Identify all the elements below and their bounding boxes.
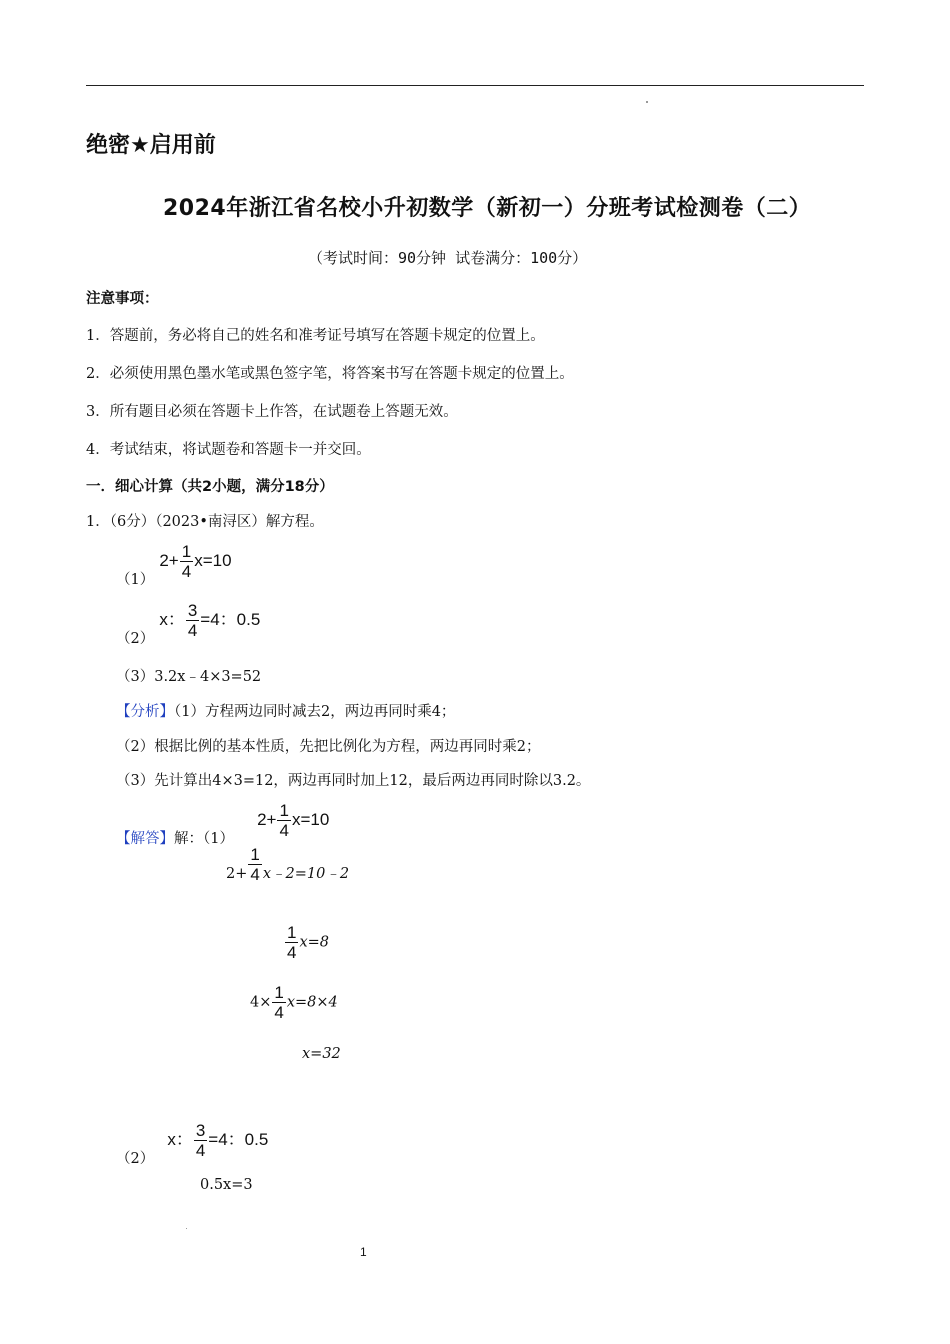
- fraction-numerator: 1: [250, 844, 260, 864]
- solution-text: 解：（1）: [174, 830, 234, 847]
- analysis-tag: 【分析】: [116, 704, 174, 720]
- equation: [167, 1121, 269, 1160]
- analysis-text: （1）方程两边同时减去2，两边再同时乘4；: [174, 704, 456, 720]
- solution-step: [284, 924, 329, 961]
- eq-text: x=10: [291, 809, 330, 829]
- fraction-denominator: 4: [250, 864, 260, 884]
- part-label: （2）: [116, 1150, 155, 1167]
- fraction-denominator: 4: [181, 562, 192, 581]
- fraction-denominator: 4: [287, 943, 297, 962]
- fraction-numerator: 1: [279, 801, 289, 820]
- analysis-line: （3）先计算出4×3=12，两边再同时加上12，最后两边再同时除以3.2。: [116, 773, 591, 789]
- fraction-denominator: 4: [279, 821, 289, 840]
- solution-intro: [116, 802, 329, 848]
- fraction-denominator: 4: [187, 621, 198, 640]
- fraction: [277, 802, 290, 839]
- question-part-2: [116, 602, 260, 648]
- eq-text: x=8×4: [286, 994, 338, 1011]
- fraction: [248, 846, 261, 883]
- eq-text: 4×: [250, 994, 272, 1011]
- solution-tag: 【解答】: [116, 830, 174, 847]
- notice-heading: 注意事项：: [86, 291, 159, 307]
- eq-text: 2+: [159, 550, 179, 570]
- fraction-numerator: 3: [187, 601, 198, 620]
- fraction-numerator: 1: [274, 983, 284, 1002]
- speck: [646, 101, 648, 103]
- eq-text: x：: [159, 609, 185, 629]
- fraction-denominator: 4: [274, 1003, 284, 1022]
- fraction: [285, 924, 298, 961]
- eq-text: 2+: [226, 866, 248, 882]
- fraction-numerator: 1: [181, 542, 192, 561]
- part-label: （2）: [116, 630, 155, 647]
- eq-text: =4：0.5: [208, 1129, 269, 1149]
- notice-item: 1．答题前，务必将自己的姓名和准考证号填写在答题卡规定的位置上。: [86, 328, 545, 344]
- eq-text: x：: [167, 1129, 193, 1149]
- equation: [159, 542, 232, 581]
- solution-step: [250, 984, 338, 1021]
- speck: [186, 1228, 187, 1229]
- solution-step: [226, 844, 350, 884]
- confidential-label: 绝密★启用前: [86, 133, 216, 158]
- solution-step: 0.5x=3: [200, 1177, 253, 1193]
- part-label: （1）: [116, 571, 155, 588]
- question-part-3: （3）3.2x﹣4×3=52: [116, 669, 262, 685]
- notice-item: 4．考试结束，将试题卷和答题卡一并交回。: [86, 442, 371, 458]
- fraction-denominator: 4: [195, 1141, 206, 1160]
- question-part-1: [116, 543, 232, 589]
- fraction: [194, 1122, 207, 1159]
- page-number: 1: [360, 1245, 367, 1259]
- notice-item: 2．必须使用黑色墨水笔或黑色签字笔，将答案书写在答题卡规定的位置上。: [86, 366, 574, 382]
- fraction-numerator: 1: [287, 923, 297, 942]
- exam-subtitle: （考试时间：90分钟 试卷满分：100分）: [308, 249, 588, 267]
- fraction: [186, 602, 199, 639]
- notice-item: 3．所有题目必须在答题卡上作答，在试题卷上答题无效。: [86, 404, 458, 420]
- fraction-numerator: 3: [195, 1121, 206, 1140]
- analysis-line: （2）根据比例的基本性质，先把比例化为方程，两边再同时乘2；: [116, 739, 541, 755]
- solution-step: x=32: [302, 1046, 341, 1062]
- eq-text: 2+: [257, 809, 277, 829]
- analysis-line: [116, 700, 455, 721]
- equation: [159, 601, 261, 640]
- equation: [257, 801, 330, 840]
- eq-text: x=10: [194, 550, 232, 570]
- header-rule: [86, 85, 864, 86]
- eq-text: x﹣2=10﹣2: [262, 866, 350, 882]
- question-stem: 1．（6分）（2023•南浔区）解方程。: [86, 514, 324, 530]
- fraction: [272, 984, 285, 1021]
- fraction: [180, 543, 193, 580]
- eq-text: x=8: [299, 934, 330, 951]
- solution-part-2: [116, 1122, 268, 1168]
- eq-text: =4：0.5: [200, 609, 261, 629]
- section-heading: 一．细心计算（共2小题，满分18分）: [86, 479, 334, 495]
- exam-title: 2024年浙江省名校小升初数学（新初一）分班考试检测卷（二）: [163, 196, 812, 221]
